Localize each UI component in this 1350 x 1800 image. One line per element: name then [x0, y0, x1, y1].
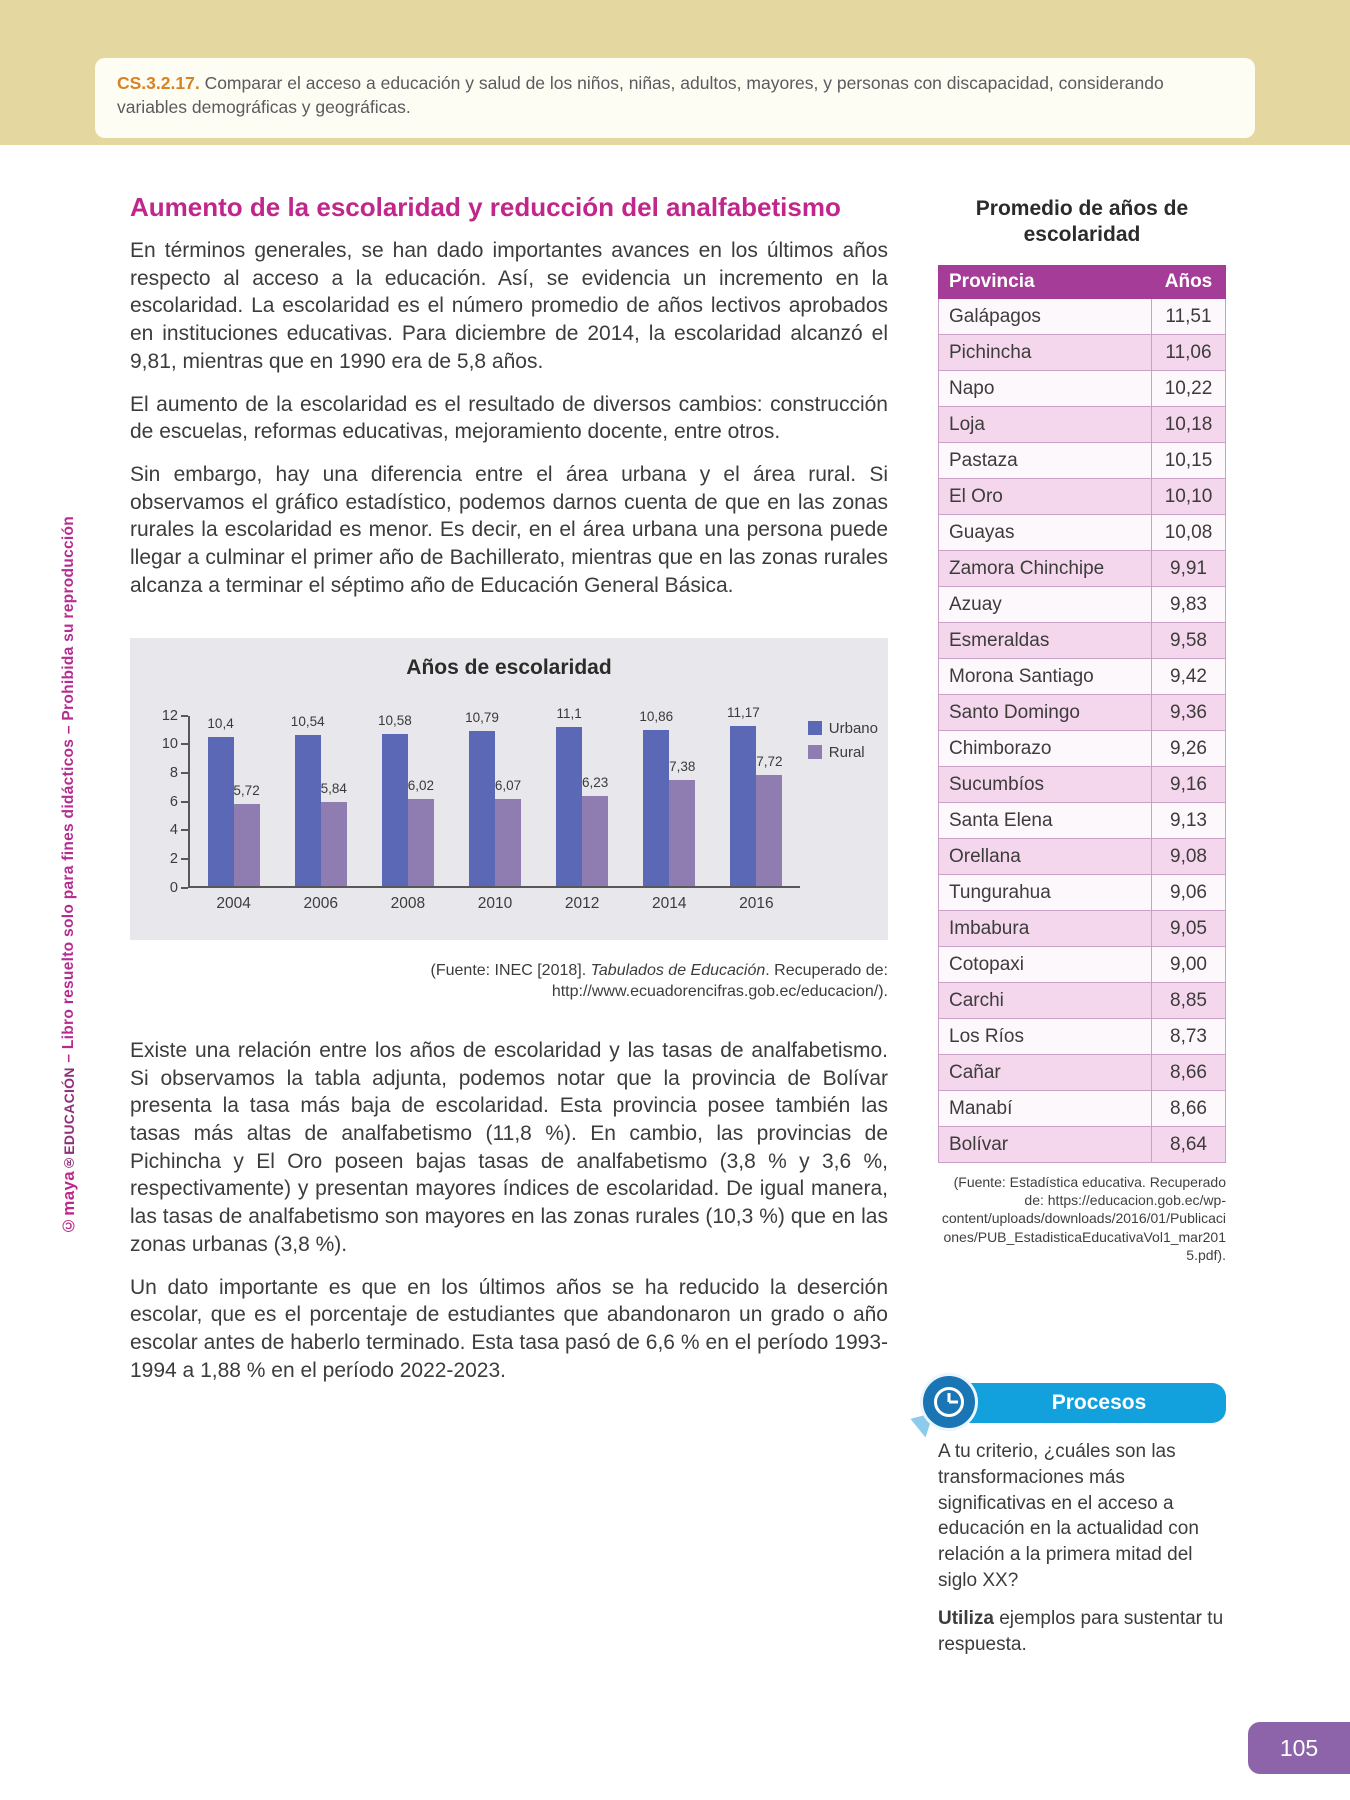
- table-row: [939, 586, 1226, 622]
- cell-years: 9,13: [1152, 802, 1226, 838]
- table-row: [939, 910, 1226, 946]
- bar-value-label: 10,79: [465, 709, 499, 725]
- table-row: [939, 766, 1226, 802]
- page-title: Aumento de la escolaridad y reducción del analfabetismo: [130, 192, 841, 222]
- bar-rural-2004: [233, 782, 260, 886]
- table-row: [939, 1126, 1226, 1162]
- bar-value-label: 5,72: [233, 782, 260, 798]
- chart-source: [130, 960, 888, 1003]
- table-row: [939, 946, 1226, 982]
- x-axis-label: 2012: [564, 894, 600, 912]
- cell-province: Orellana: [939, 838, 1152, 874]
- cell-province: Guayas: [939, 514, 1152, 550]
- cell-province: Napo: [939, 370, 1152, 406]
- table-row: [939, 514, 1226, 550]
- province-table: [938, 265, 1226, 1163]
- table-row: [939, 298, 1226, 334]
- cell-years: 11,06: [1152, 334, 1226, 370]
- bar-group-2008: [364, 712, 451, 912]
- cell-province: Loja: [939, 406, 1152, 442]
- cell-province: El Oro: [939, 478, 1152, 514]
- cell-province: Azuay: [939, 586, 1152, 622]
- cell-province: Sucumbíos: [939, 766, 1152, 802]
- cell-years: 9,36: [1152, 694, 1226, 730]
- y-axis-label: 10: [161, 736, 178, 753]
- cell-years: 10,18: [1152, 406, 1226, 442]
- bar-rural-2008: [407, 778, 434, 885]
- table-row: [939, 874, 1226, 910]
- table-row: [939, 1054, 1226, 1090]
- sidebar-column: [938, 196, 1226, 1657]
- paragraph-2: El aumento de la escolaridad es el resultado de diversos cambios: construcción de escuelas, reformas educativas, mejoramiento docente, entre otros.: [130, 392, 888, 444]
- cell-years: 8,64: [1152, 1126, 1226, 1162]
- chart-source-title: Tabulados de Educación: [590, 961, 766, 979]
- cell-province: Manabí: [939, 1090, 1152, 1126]
- cell-province: Bolívar: [939, 1126, 1152, 1162]
- table-row: [939, 982, 1226, 1018]
- table-row: [939, 1018, 1226, 1054]
- cell-years: 10,10: [1152, 478, 1226, 514]
- bar-urbano-2008: [377, 712, 412, 886]
- chart-plot-area: [130, 704, 888, 912]
- x-axis-label: 2004: [216, 894, 251, 912]
- paragraph-3: Sin embargo, hay una diferencia entre el área urbana y el área rural. Si observamos el gráfico estadístico, podemos darnos cuenta de que en las zonas rurales la escolaridad es menor. Es decir, en el área urbana una persona puede llegar a culminar el primer año de Bachillerato, mientras que en las zonas rurales alcanza a terminar el séptimo año de Educación General Básica.: [130, 463, 888, 597]
- cell-years: 9,83: [1152, 586, 1226, 622]
- y-axis-label: 6: [169, 793, 178, 810]
- cell-province: Santo Domingo: [939, 694, 1152, 730]
- cell-province: Carchi: [939, 982, 1152, 1018]
- x-axis-label: 2014: [652, 894, 687, 912]
- publisher-side-note: [54, 420, 84, 1330]
- paragraph-5: Un dato importante es que en los últimos años se ha reducido la deserción escolar, que es el porcentaje de estudiantes que abandonaron un grado o año escolar antes de haberlo terminado. Esta tasa pasó de 6,6 % en el período 1993-1994 a 1,88 % en el período 2022-2023.: [130, 1275, 888, 1382]
- table-row: [939, 658, 1226, 694]
- cell-years: 8,85: [1152, 982, 1226, 1018]
- bar-group-2012: [539, 705, 626, 912]
- bar-group-2016: [713, 704, 800, 912]
- bar-urbano-2016: [727, 704, 760, 886]
- page-number: 105: [1248, 1722, 1350, 1774]
- column-header-anios: Años: [1152, 265, 1226, 298]
- bar-value-label: 7,38: [669, 758, 696, 774]
- bar-group-2006: [277, 713, 364, 912]
- y-axis-label: 0: [169, 879, 178, 896]
- header-band: [0, 0, 1350, 145]
- cell-province: Zamora Chinchipe: [939, 550, 1152, 586]
- cell-province: Los Ríos: [939, 1018, 1152, 1054]
- procesos-instruction: Utiliza ejemplos para sustentar tu respuesta.: [938, 1607, 1224, 1655]
- table-row: [939, 802, 1226, 838]
- cell-province: Cañar: [939, 1054, 1152, 1090]
- table-row: [939, 730, 1226, 766]
- bar-rural-2012: [581, 775, 609, 885]
- standard-text: Comparar el acceso a educación y salud de los niños, niñas, adultos, mayores, y personas con discapacidad, considerando variables demográficas y geográficas.: [117, 73, 1164, 118]
- cell-years: 9,58: [1152, 622, 1226, 658]
- bar-value-label: 10,86: [639, 708, 674, 724]
- cell-province: Galápagos: [939, 298, 1152, 334]
- table-row: [939, 838, 1226, 874]
- cell-province: Pastaza: [939, 442, 1152, 478]
- cell-province: Cotopaxi: [939, 946, 1152, 982]
- publisher-logo: ©maya: [59, 1170, 78, 1235]
- legend-item-rural: Rural: [808, 744, 878, 761]
- table-source: (Fuente: Estadística educativa. Recuperado de: https://educacion.gob.ec/wp-content/uploads/downloads/2016/01/Publicaciones/PUB_EstadisticaEducativaVol1_mar2015.pdf).: [941, 1173, 1226, 1264]
- cell-years: 9,05: [1152, 910, 1226, 946]
- bar-value-label: 11,1: [556, 705, 582, 721]
- bar-value-label: 10,4: [207, 715, 234, 731]
- cell-province: Tungurahua: [939, 874, 1152, 910]
- bar-value-label: 11,17: [727, 704, 760, 720]
- y-axis-label: 4: [169, 822, 178, 839]
- y-axis-label: 8: [169, 764, 178, 781]
- x-axis-label: 2010: [477, 894, 513, 912]
- paragraph-4: Existe una relación entre los años de escolaridad y las tasas de analfabetismo. Si observamos la tabla adjunta, podemos notar que la provincia de Bolívar presenta la tasa más baja de escolaridad. Esta provincia posee también las tasas más altas de analfabetismo (11,8 %). En cambio, las provincias de Pichincha y El Oro poseen bajas tasas de analfabetismo (3,8 % y 3,6 %, respectivamente) y presentan mayores índices de escolaridad. De igual manera, las tasas de analfabetismo son mayores en las zonas rurales (10,3 %) que en las zonas urbanas (3,8 %).: [130, 1038, 888, 1256]
- procesos-body: [938, 1439, 1226, 1658]
- bar-value-label: 6,02: [407, 778, 434, 794]
- bar-chart: [130, 638, 888, 940]
- cell-province: Pichincha: [939, 334, 1152, 370]
- cell-province: Imbabura: [939, 910, 1152, 946]
- cell-years: 8,66: [1152, 1090, 1226, 1126]
- y-axis-label: 2: [169, 850, 178, 867]
- bar-rural-2014: [669, 758, 696, 886]
- table-row: [939, 442, 1226, 478]
- bar-group-2010: [451, 709, 538, 912]
- bar-value-label: 6,07: [494, 777, 522, 793]
- x-axis-label: 2006: [303, 894, 338, 912]
- clock-icon: [920, 1373, 978, 1431]
- bar-value-label: 6,23: [581, 775, 609, 791]
- x-axis-label: 2008: [390, 894, 426, 912]
- bar-value-label: 7,72: [756, 753, 783, 769]
- legend-swatch-icon: [808, 721, 822, 735]
- procesos-header: Procesos: [938, 1383, 1226, 1423]
- cell-years: 10,08: [1152, 514, 1226, 550]
- paragraph-1: En términos generales, se han dado importantes avances en los últimos años respecto al acceso a la educación. Así, se evidencia un incremento en la escolaridad. La escolaridad es el número promedio de años lectivos aprobados en instituciones educativas. Para diciembre de 2014, la escolaridad alcanzó el 9,81, mientras que en 1990 era de 5,8 años.: [130, 239, 888, 373]
- table-row: [939, 694, 1226, 730]
- table-title: Promedio de años de escolaridad: [975, 197, 1189, 247]
- cell-province: Esmeraldas: [939, 622, 1152, 658]
- procesos-box: [938, 1383, 1226, 1658]
- table-row: [939, 1090, 1226, 1126]
- cell-years: 9,26: [1152, 730, 1226, 766]
- cell-province: Morona Santiago: [939, 658, 1152, 694]
- cell-years: 9,08: [1152, 838, 1226, 874]
- cell-years: 9,06: [1152, 874, 1226, 910]
- table-row: [939, 478, 1226, 514]
- bar-urbano-2010: [465, 709, 499, 886]
- procesos-question: A tu criterio, ¿cuáles son las transformaciones más significativas en el acceso a educación en la actualidad con relación a la primera mitad del siglo XX?: [938, 1440, 1199, 1591]
- cell-province: Chimborazo: [939, 730, 1152, 766]
- cell-years: 11,51: [1152, 298, 1226, 334]
- cell-years: 10,22: [1152, 370, 1226, 406]
- bar-urbano-2012: [556, 705, 582, 886]
- bar-urbano-2014: [639, 708, 674, 886]
- bar-rural-2016: [756, 753, 783, 886]
- chart-bars: [188, 704, 800, 912]
- legend-item-urbano: Urbano: [808, 720, 878, 737]
- cell-years: 9,00: [1152, 946, 1226, 982]
- bar-group-2014: [626, 708, 713, 912]
- chart-source-prefix: (Fuente: INEC [2018].: [430, 961, 591, 979]
- table-row: [939, 550, 1226, 586]
- bar-rural-2010: [494, 777, 522, 886]
- bar-value-label: 10,58: [377, 712, 412, 728]
- chart-source-url: . Recuperado de: http://www.ecuadorencifras.gob.ec/educacion/).: [551, 961, 888, 1001]
- standard-code: CS.3.2.17.: [117, 73, 200, 93]
- cell-years: 8,73: [1152, 1018, 1226, 1054]
- publisher-brand: ®EDUCACIÓN: [61, 1066, 77, 1171]
- bar-value-label: 10,54: [290, 713, 325, 729]
- table-row: [939, 370, 1226, 406]
- cell-years: 9,42: [1152, 658, 1226, 694]
- bar-value-label: 5,84: [320, 780, 347, 796]
- table-row: [939, 334, 1226, 370]
- chart-title: Años de escolaridad: [406, 655, 612, 679]
- cell-years: 9,91: [1152, 550, 1226, 586]
- legend-swatch-icon: [808, 745, 822, 759]
- bar-group-2004: [190, 715, 277, 912]
- table-row: [939, 406, 1226, 442]
- cell-years: 9,16: [1152, 766, 1226, 802]
- curriculum-standard: [95, 58, 1255, 138]
- publisher-note-text: – Libro resuelto solo para fines didácticos – Prohibida su reproducción: [60, 515, 77, 1067]
- chart-y-axis: [152, 707, 188, 896]
- y-axis-label: 12: [161, 707, 178, 724]
- cell-years: 8,66: [1152, 1054, 1226, 1090]
- main-column: [130, 192, 888, 1399]
- bar-urbano-2006: [290, 713, 325, 886]
- cell-years: 10,15: [1152, 442, 1226, 478]
- bar-urbano-2004: [207, 715, 234, 886]
- chart-legend: [808, 720, 878, 761]
- table-row: [939, 622, 1226, 658]
- x-axis-label: 2016: [739, 894, 774, 912]
- cell-province: Santa Elena: [939, 802, 1152, 838]
- bar-rural-2006: [320, 780, 347, 886]
- column-header-provincia: Provincia: [939, 265, 1152, 298]
